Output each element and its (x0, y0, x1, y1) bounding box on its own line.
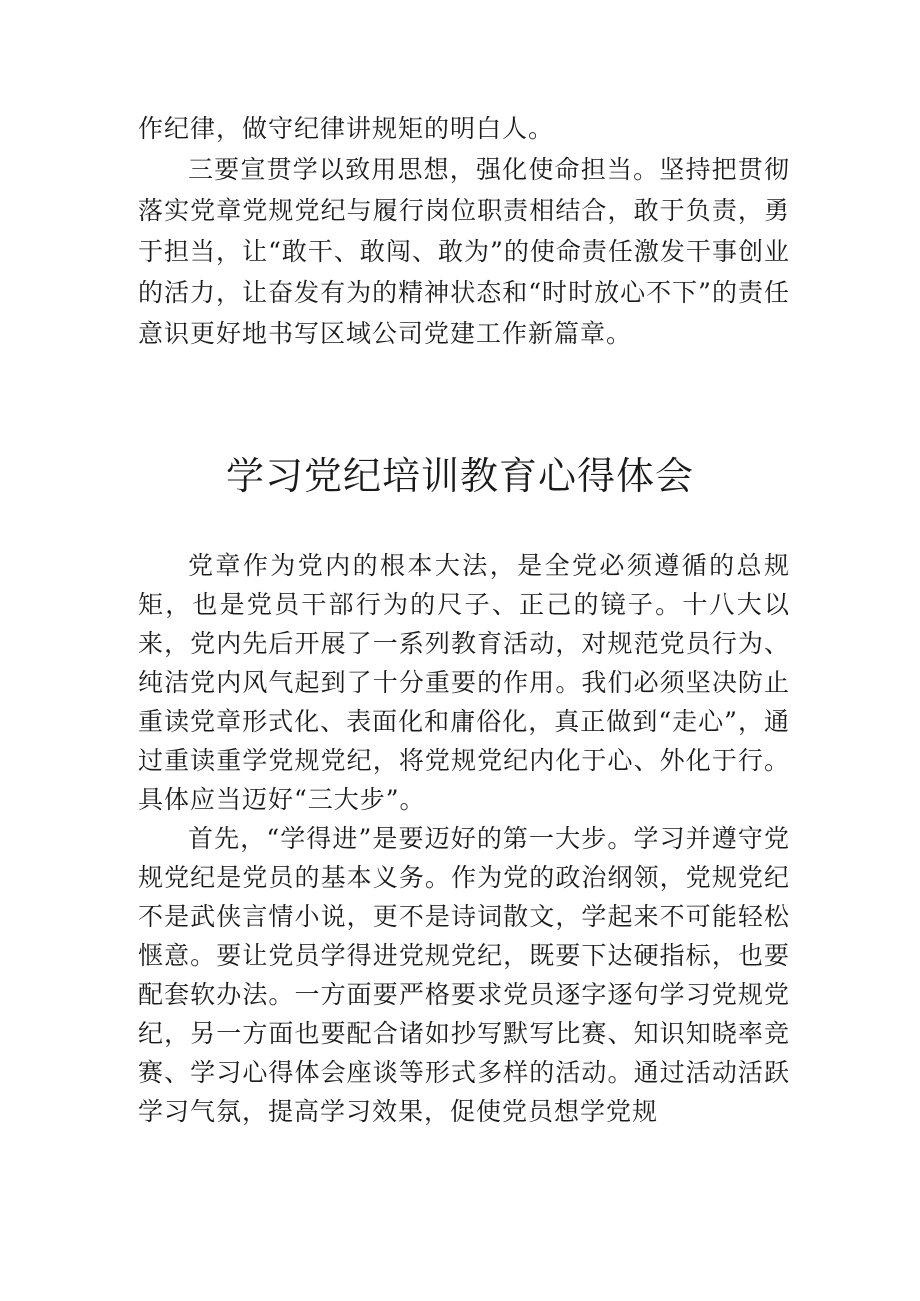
continuation-paragraph: 作纪律，做守纪律讲规矩的明白人。 (138, 114, 555, 143)
paragraph-three: 三要宣贯学以致用思想，强化使命担当。坚持把贯彻落实党章党规党纪与履行岗位职责相结合，敢于负责，勇于担当，让“敢干、敢闯、敢为”的使命责任激发干事创业的活力，让奋发有为的精神状态和“时时放心不下”的责任意识更好地书写区域公司党建工作新篇章。 (138, 155, 790, 348)
main-body-text (138, 546, 790, 1131)
previous-section-text (138, 108, 790, 354)
body-paragraph-2: 首先，“学得进”是要迈好的第一大步。学习并遵守党规党纪是党员的基本义务。作为党的政治纲领，党规党纪不是武侠言情小说，更不是诗词散文，学起来不可能轻松惬意。要让党员学得进党规党纪，既要下达硬指标，也要配套软办法。一方面要严格要求党员逐字逐句学习党规党纪，另一方面也要配合诸如抄写默写比赛、知识知晓率竞赛、学习心得体会座谈等形式多样的活动。通过活动活跃学习气氛，提高学习效果，促使党员想学党规 (138, 824, 790, 1126)
document-title: 学习党纪培训教育心得体会 (225, 454, 694, 498)
body-paragraph-1: 党章作为党内的根本大法，是全党必须遵循的总规矩，也是党员干部行为的尺子、正己的镜子。十八大以来，党内先后开展了一系列教育活动，对规范党员行为、纯洁党内风气起到了十分重要的作用。我们必须坚决防止重读党章形式化、表面化和庸俗化，真正做到“走心”，通过重读重学党规党纪，将党规党纪内化于心、外化于行。具体应当迈好“三大步”。 (138, 551, 790, 814)
